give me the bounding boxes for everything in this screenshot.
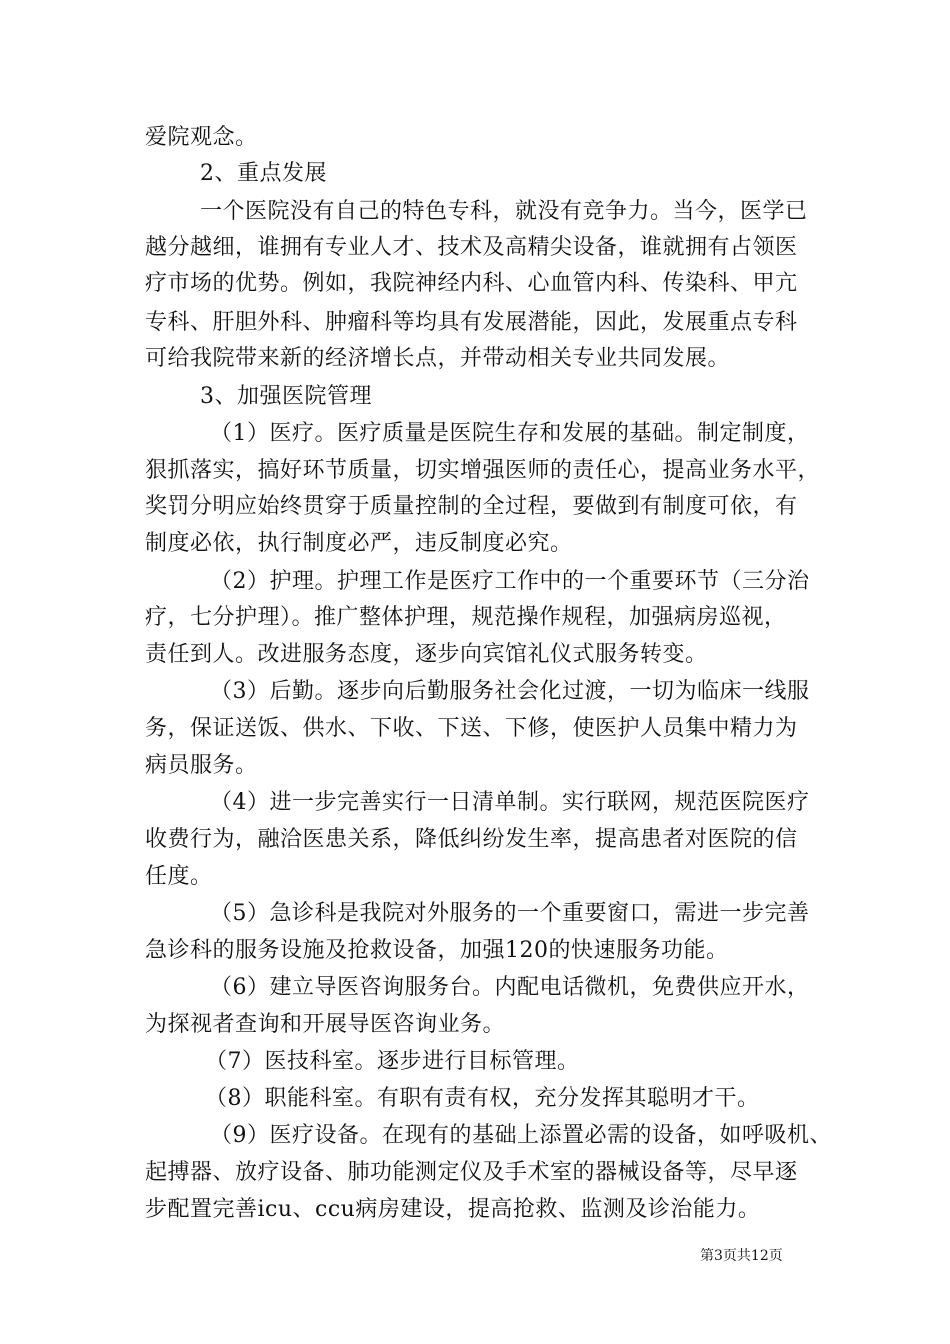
text-line: 务，保证送饭、供水、下收、下送、下修，使医护人员集中精力为 <box>145 716 798 741</box>
text-line: 责任到人。改进服务态度，逐步向宾馆礼仪式服务转变。 <box>145 642 708 667</box>
text-line: 越分越细，谁拥有专业人才、技术及高精尖设备，谁就拥有占领医 <box>145 235 798 260</box>
text-line: 任度。 <box>145 864 213 889</box>
text-line: （1）医疗。医疗质量是医院生存和发展的基础。制定制度， <box>210 421 810 446</box>
text-line: 疗市场的优势。例如，我院神经内科、心血管内科、传染科、甲亢 <box>145 271 798 296</box>
text-line: 为探视者查询和开展导医咨询业务。 <box>145 1012 506 1037</box>
text-line: （6）建立导医咨询服务台。内配电话微机，免费供应开水， <box>210 975 810 1000</box>
text-line: 狠抓落实，搞好环节质量，切实增强医师的责任心，提高业务水平， <box>145 458 821 483</box>
text-line: 急诊科的服务设施及抢救设备，加强120的快速服务功能。 <box>145 938 729 963</box>
text-line: 爱院观念。 <box>145 125 258 150</box>
text-line: 制度必依，执行制度必严，违反制度必究。 <box>145 531 573 556</box>
text-line: （3）后勤。逐步向后勤服务社会化过渡，一切为临床一线服 <box>210 679 810 704</box>
text-line: （8）职能科室。有职有责有权，充分发挥其聪明才干。 <box>205 1086 760 1111</box>
text-line: 一个医院没有自己的特色专科，就没有竞争力。当今，医学已 <box>200 199 808 224</box>
text-line: （9）医疗设备。在现有的基础上添置必需的设备，如呼吸机、 <box>210 1123 832 1148</box>
text-line: （5）急诊科是我院对外服务的一个重要窗口，需进一步完善 <box>210 901 810 926</box>
section-heading: 2、重点发展 <box>200 161 327 186</box>
text-line: （7）医技科室。逐步进行目标管理。 <box>205 1049 580 1074</box>
text-line: 可给我院带来新的经济增长点，并带动相关专业共同发展。 <box>145 346 731 371</box>
text-line: 病员服务。 <box>145 753 258 778</box>
text-line: 疗，七分护理）。推广整体护理，规范操作规程，加强病房巡视， <box>145 605 787 630</box>
text-line: 起搏器、放疗设备、肺功能测定仪及手术室的器械设备等，尽早逐 <box>145 1160 798 1185</box>
page-number: 第3页共12页 <box>700 1248 783 1264</box>
text-line: （4）进一步完善实行一日清单制。实行联网，规范医院医疗 <box>210 790 810 815</box>
section-heading: 3、加强医院管理 <box>200 384 372 409</box>
text-line: （2）护理。护理工作是医疗工作中的一个重要环节（三分治 <box>210 569 810 594</box>
text-line: 奖罚分明应始终贯穿于质量控制的全过程，要做到有制度可依，有 <box>145 494 798 519</box>
text-line: 收费行为，融洽医患关系，降低纠纷发生率，提高患者对医院的信 <box>145 827 798 852</box>
text-line: 专科、肝胆外科、肿瘤科等均具有发展潜能，因此，发展重点专科 <box>145 310 798 335</box>
text-line: 步配置完善icu、ccu病房建设，提高抢救、监测及诊治能力。 <box>145 1197 761 1222</box>
